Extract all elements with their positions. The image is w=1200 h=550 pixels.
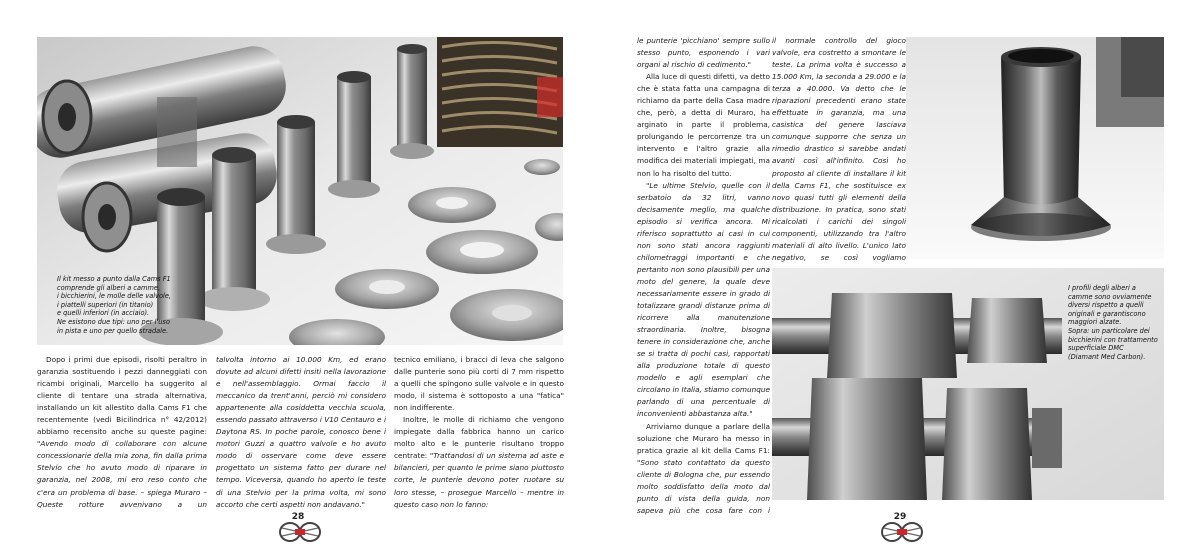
caption-line: i piattelli superiori (in titanio)	[57, 300, 154, 309]
caption-line: superficiale DMC	[1068, 344, 1124, 353]
photo-caption	[1068, 284, 1168, 361]
quote-text: "Le ultime Stelvio, quelle con il serbatoio da 32 litri, vanno decisamente meglio, ma qualche episodio si verifica ancora. Mi riferisco soprattutto ai casi in cui non sono stati ancora raggiunti chilometraggi importanti e che pertanto non sono plausibili per una moto del genere, la quale deve necessariamente essere in grado di totalizzare grandi distanze prima di ricorrere alla manutenzione straordinaria. Inoltre, bisogna tenere in considerazione che, anche se si tratta di pochi casi, rapportati alla produzione totale di questo modello e agli esemplari che circolano in Italia, stiamo comunque parlando di una percentuale di inconvenienti abbastanza alta."	[637, 180, 770, 419]
body-text: Dopo i primi due episodi, risolti peraltro in garanzia sostituendo i pezzi danneggiati con ricambi originali, Marcello ha suggerito al cliente di tentare una strada alternativa, installando un kit allestito dalla Cams F1 che recentemente (vedi Bicilindrica n° 42/2012) abbiamo recensito anche su queste pagine:	[37, 355, 207, 437]
page-number: 28	[291, 512, 305, 522]
caption-line: maggiori alzate.	[1068, 318, 1122, 327]
text-column-1	[637, 35, 770, 515]
caption-line: Il kit messo a punto dalla Cams F1	[57, 275, 171, 283]
caption-line: bicchierini con trattamento	[1068, 335, 1158, 344]
body-text: Arriviamo dunque a parlare della soluzione che Muraro ha messo in pratica grazie al kit della Cams F1:	[637, 421, 770, 455]
caption-line: camme sono ovviamente	[1068, 292, 1152, 301]
caption-line: e quelli inferiori (in acciaio).	[57, 309, 150, 318]
caption-line: originali e garantiscono	[1068, 309, 1146, 318]
caption-line: comprende gli alberi a camme,	[57, 283, 161, 292]
text-column-2	[772, 35, 906, 265]
quote-text: talvolta intorno ai 10.000 Km, ed erano dovute ad alcuni difetti insiti nella lavorazione e nell'assemblaggio. Ormai faccio il meccanico da trent'anni, perciò mi considero appartenente alla cosiddetta vecchia scuola, essendo passato attraverso i V10 Centauro e i Daytona RS. In poche parole, conosco bene i motori Guzzi a quattro valvole e ho avuto modo di osservare come deve essere progettato un sistema fatto per durare nel tempo. Viceversa, quando ho aperto le teste di una Stelvio per la prima volta, mi sono accorto che certi aspetti non andavano."	[216, 355, 386, 509]
right-page	[600, 0, 1200, 550]
caption-line: i bicchierini, le molle delle valvole,	[57, 292, 172, 301]
caption-line: diversi rispetto a quelli	[1068, 301, 1144, 310]
body-text: Inoltre, le molle di richiamo che vengono impiegate dalla fabbrica hanno un carico molto alto e le punterie risultano troppo centrate:	[394, 415, 564, 461]
quote-text: "Avendo modo di collaborare con alcune concessionarie della mia zona, fin dalla prima Stelvio che ho avuto modo di riparare in garanzia, nel 2008, mi ero reso conto che c'era un problema di base. – spiega Muraro – Queste rotture avvenivano a un	[37, 439, 207, 509]
text-column-3	[394, 354, 564, 510]
caption-line: Ne esistono due tipi: uno per l'uso	[57, 317, 170, 326]
page-number: 29	[893, 512, 907, 522]
magazine-logo-icon	[278, 522, 322, 546]
quote-text: "Sono stato contattato da questo cliente di Bologna che, pur essendo molto soddisfatto della moto dal punto di vista della guida, non sapeva più che cosa fare con i	[637, 457, 770, 515]
body-text: tecnico emiliano, i bracci di leva che salgono dalle punterie sono più corti di 7 mm rispetto a quelli che spingono sulle valvole e in questo modo, il sistema è sottoposto a una "fatica" non indifferente.	[394, 355, 564, 413]
magazine-logo-icon	[880, 522, 924, 546]
text-column-2	[216, 354, 386, 510]
text-column-1	[37, 354, 207, 510]
caption-line: in pista e uno per quello stradale.	[57, 326, 169, 335]
caption-line: I profili degli alberi a	[1068, 284, 1136, 292]
tappet-photo	[906, 37, 1164, 259]
body-text: Alla luce di questi difetti, va detto che è stata fatta una campagna di richiamo da parte della Casa madre che, però, a detta di Muraro, ha arginato in parte il problema, prolungando le percorrenze tra un intervento e l'altro grazie alla modifica dei materiali impiegati, ma non lo ha risolto del tutto.	[637, 72, 770, 178]
quote-text: il normale controllo del gioco valvole, era costretto a smontare le teste. La prima volta è successo a 15.000 Km, la seconda a 29.000 e la terza a 40.000. Va detto che le riparazioni precedenti erano state effettuate in garanzia, ma una casistica del genere lasciava comunque supporre che senza un rimedio drastico si sarebbe andati avanti così all'infinito. Così ho proposto al cliente di installare il kit della Cams F1, che sostituisce ex novo quasi tutti gli elementi della distribuzione. In pratica, sono stati ricalcolati i carichi dei singoli componenti, utilizzando tra l'altro materiali di alto livello. L'unico lato negativo, se così vogliamo	[772, 36, 906, 262]
photo-caption	[57, 275, 217, 335]
quote-text: le punterie 'picchiano' sempre sullo stesso punto, esponendo i vari organi al rischio di cedimento."	[637, 36, 770, 70]
caption-line: (Diamant Med Carbon).	[1068, 352, 1146, 361]
quote-text: "Trattandosi di un sistema ad aste e bilancieri, per quanto le prime siano piuttosto corte, le punterie devono poter ruotare su loro stesse, – prosegue Marcello – mentre in questo caso non lo fanno:	[394, 451, 564, 509]
caption-line: Sopra: un particolare dei	[1068, 326, 1150, 335]
